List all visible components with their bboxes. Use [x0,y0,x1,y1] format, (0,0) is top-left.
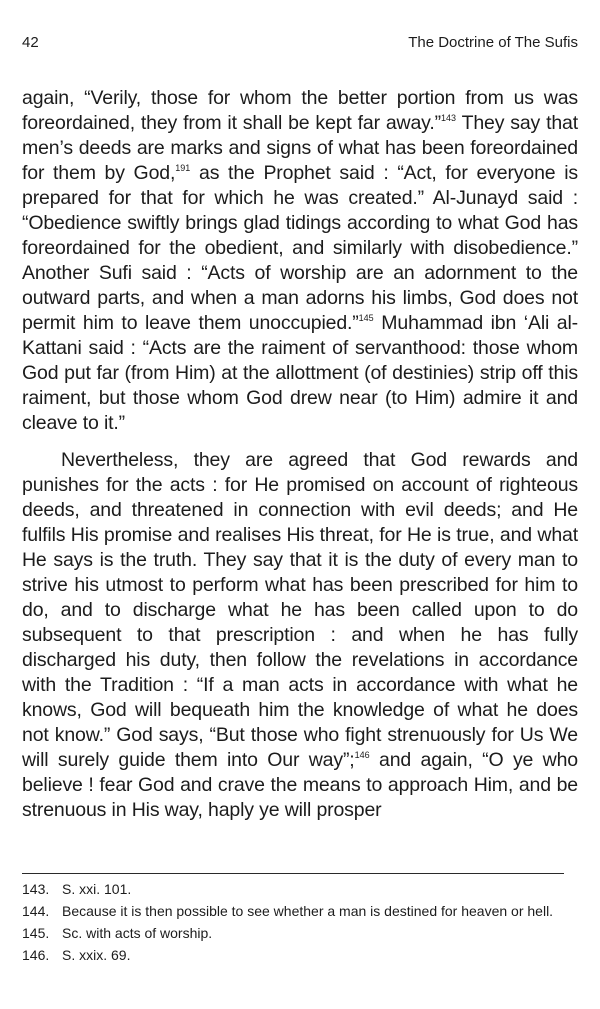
running-title: The Doctrine of The Sufis [408,34,578,51]
footnote-item [22,880,567,899]
footnote-item [22,946,567,965]
footnote-item [22,924,567,943]
paragraph [22,448,578,823]
text-run: again, “Verily, those for whom the better portion from us was foreordained, they from it shall be kept far away.” [22,87,578,134]
footnote-text: S. xxix. 69. [62,947,131,963]
footnote-reference[interactable]: 191 [175,163,191,173]
footnote-number: 146. [22,947,50,963]
page-header [22,33,578,53]
footnote-number: 144. [22,903,50,919]
footnote-number: 143. [22,881,50,897]
footnote-number: 145. [22,925,50,941]
footnote-reference[interactable]: 146 [354,750,370,760]
footnote-reference[interactable]: 143 [440,113,456,123]
footnote-text: S. xxi. 101. [62,881,132,897]
text-run: as the Prophet said : “Act, for everyone is prepared for that for which he was created.” Al-Junayd said : “Obedience swiftly brings glad tidings according to what God has foreordained for the obedient, and similarly with disobedience.” Another Sufi said : “Acts of worship are an adornment to the outward parts, and when a man adorns his limbs, God does not permit him to leave them unoccupied.” [22,162,578,334]
footnotes-list [22,880,567,968]
footnote-text: Sc. with acts of worship. [62,925,213,941]
footnote-reference[interactable]: 145 [358,313,374,323]
text-run: Nevertheless, they are agreed that God rewards and punishes for the acts : for He promised on account of righteous deeds, and threatened in connection with evil deeds; and He fulfils His promise and realises His threat, for He is true, and what He says is the truth. They say that it is the duty of every man to strive his utmost to perform what has been prescribed for him to do, and to discharge what he has been called upon to do subsequent to that prescription : and when he has fully discharged his duty, then follow the revelations in accordance with the Tradition : “If a man acts in accordance with what he knows, God will bequeath him the knowledge of what he does not know.” God says, “But those who fight strenuously for Us We will surely guide them into Our way”; [22,449,578,771]
page-number: 42 [22,34,39,51]
main-text [22,86,578,823]
text-run: They say that men’s deeds are marks and signs of what has been foreordained for them by God, [22,112,579,184]
footnote-item [22,902,567,921]
text-run: and again, “O ye who believe ! fear God and crave the means to approach Him, and be strenuous in His way, haply ye will prosper [22,749,578,821]
text-run: Muhammad ibn ‘Ali al-Kattani said : “Acts are the raiment of servanthood: those whom God put far (from Him) at the allottment (of destinies) strip off this raiment, but those whom God drew near (to Him) admire it and cleave to it.” [22,312,579,434]
paragraph [22,86,578,436]
footnote-text: Because it is then possible to see whether a man is destined for heaven or hell. [62,903,554,919]
footnote-divider [22,873,564,874]
